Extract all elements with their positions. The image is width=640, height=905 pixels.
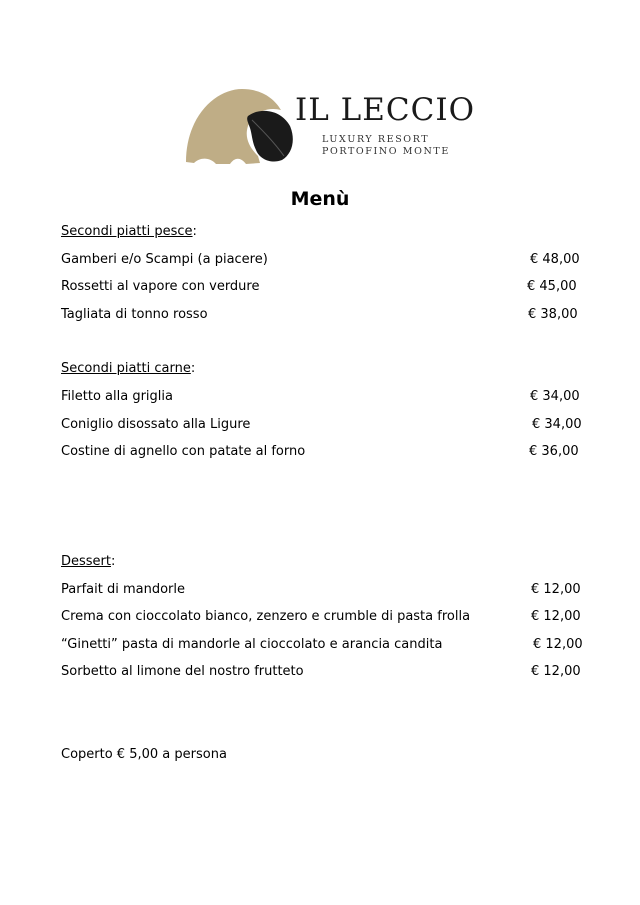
leaf-sun-icon (186, 86, 296, 166)
menu-item: Coniglio disossato alla Ligure (61, 417, 251, 432)
menu-item: “Ginetti” pasta di mandorle al cioccolato e arancia candita (61, 637, 443, 652)
menu-item-price: € 12,00 (533, 637, 583, 652)
section-heading-dessert (61, 554, 115, 569)
menu-item: Filetto alla griglia (61, 389, 173, 404)
menu-item-price: € 38,00 (528, 307, 578, 322)
menu-item-price: € 12,00 (531, 582, 581, 597)
menu-item: Costine di agnello con patate al forno (61, 444, 306, 459)
section-heading-label: Dessert (61, 554, 111, 569)
resort-logo (186, 86, 475, 166)
brand-name: IL LECCIO (295, 92, 475, 128)
menu-item: Parfait di mandorle (61, 582, 185, 597)
section-heading-colon: : (190, 361, 196, 376)
menu-item: Crema con cioccolato bianco, zenzero e crumble di pasta frolla (61, 609, 471, 624)
brand-tagline: LUXURY RESORT (322, 134, 430, 145)
menu-item: Tagliata di tonno rosso (61, 307, 208, 322)
menu-item: Gamberi e/o Scampi (a piacere) (61, 252, 268, 267)
menu-title: Menù (290, 188, 350, 210)
section-heading-colon: : (111, 554, 116, 569)
section-heading-label: Secondi piatti carne (61, 361, 191, 376)
menu-item-price: € 12,00 (531, 664, 581, 679)
section-heading-label: Secondi piatti pesce (61, 224, 193, 239)
section-heading-pesce (61, 224, 197, 239)
section-heading-carne (61, 361, 195, 376)
menu-item: Sorbetto al limone del nostro frutteto (61, 664, 304, 679)
section-heading-colon: : (192, 224, 197, 239)
cover-charge-note: Coperto € 5,00 a persona (61, 747, 227, 762)
menu-item: Rossetti al vapore con verdure (61, 279, 260, 294)
menu-item-price: € 48,00 (530, 252, 580, 267)
menu-item-price: € 34,00 (530, 389, 580, 404)
menu-item-price: € 45,00 (527, 279, 577, 294)
menu-item-price: € 12,00 (531, 609, 581, 624)
menu-item-price: € 36,00 (529, 444, 579, 459)
brand-location: PORTOFINO MONTE (322, 146, 450, 157)
menu-item-price: € 34,00 (532, 417, 582, 432)
